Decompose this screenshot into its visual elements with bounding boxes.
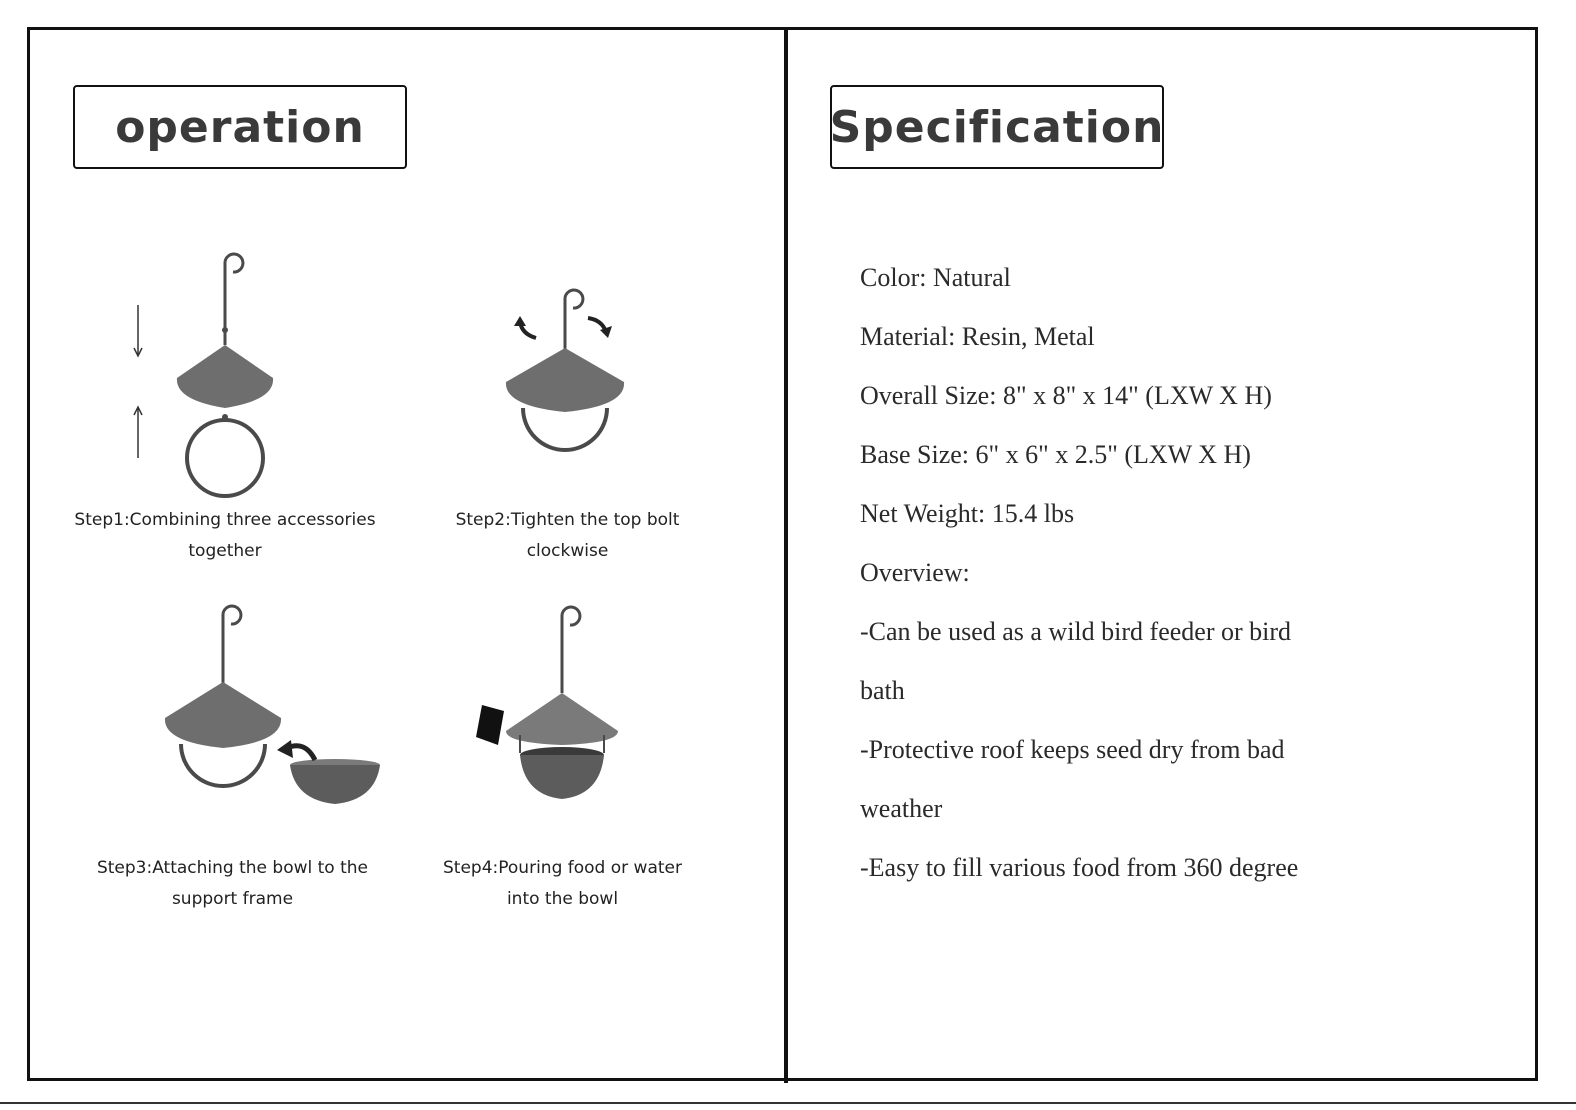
specification-title: Specification — [829, 101, 1165, 153]
spec-overview-line: -Can be used as a wild bird feeder or bird — [860, 617, 1292, 646]
column-divider — [784, 27, 788, 1083]
specification-title-box — [830, 85, 1164, 169]
step3-caption-line1: Step3:Attaching the bowl to the — [96, 858, 369, 878]
step2-caption-line2: clockwise — [526, 541, 609, 561]
spec-base-size: Base Size: 6" x 6" x 2.5" (LXW X H) — [860, 440, 1251, 469]
step1-caption — [60, 505, 390, 567]
spec-net-weight: Net Weight: 15.4 lbs — [860, 499, 1075, 528]
step3-caption — [80, 853, 385, 915]
spec-color: Color: Natural — [860, 263, 1011, 292]
step4-caption — [420, 853, 705, 915]
operation-title-box — [73, 85, 407, 169]
spec-overview-line: weather — [860, 794, 943, 823]
operation-title: operation — [115, 101, 365, 153]
spec-material: Material: Resin, Metal — [860, 322, 1095, 351]
step4-caption-line1: Step4:Pouring food or water — [443, 858, 682, 878]
spec-overview-line: -Protective roof keeps seed dry from bad — [860, 735, 1285, 764]
bottom-rule — [0, 1102, 1576, 1104]
step1-caption-line1: Step1:Combining three accessories — [74, 510, 376, 530]
step1-caption-line2: together — [188, 541, 262, 561]
step3-illustration — [155, 600, 390, 810]
step4-caption-line2: into the bowl — [506, 889, 619, 909]
spec-overall-size: Overall Size: 8" x 8" x 14" (LXW X H) — [860, 381, 1272, 410]
spec-overview-heading: Overview: — [860, 558, 970, 587]
step2-illustration — [490, 270, 640, 475]
step1-illustration — [120, 250, 320, 505]
step2-caption — [420, 505, 715, 567]
step4-illustration — [470, 595, 640, 810]
step3-caption-line2: support frame — [171, 889, 294, 909]
spec-overview-line: bath — [860, 676, 905, 705]
step2-caption-line1: Step2:Tighten the top bolt — [455, 510, 680, 530]
spec-overview-line: -Easy to fill various food from 360 degree — [860, 853, 1299, 882]
